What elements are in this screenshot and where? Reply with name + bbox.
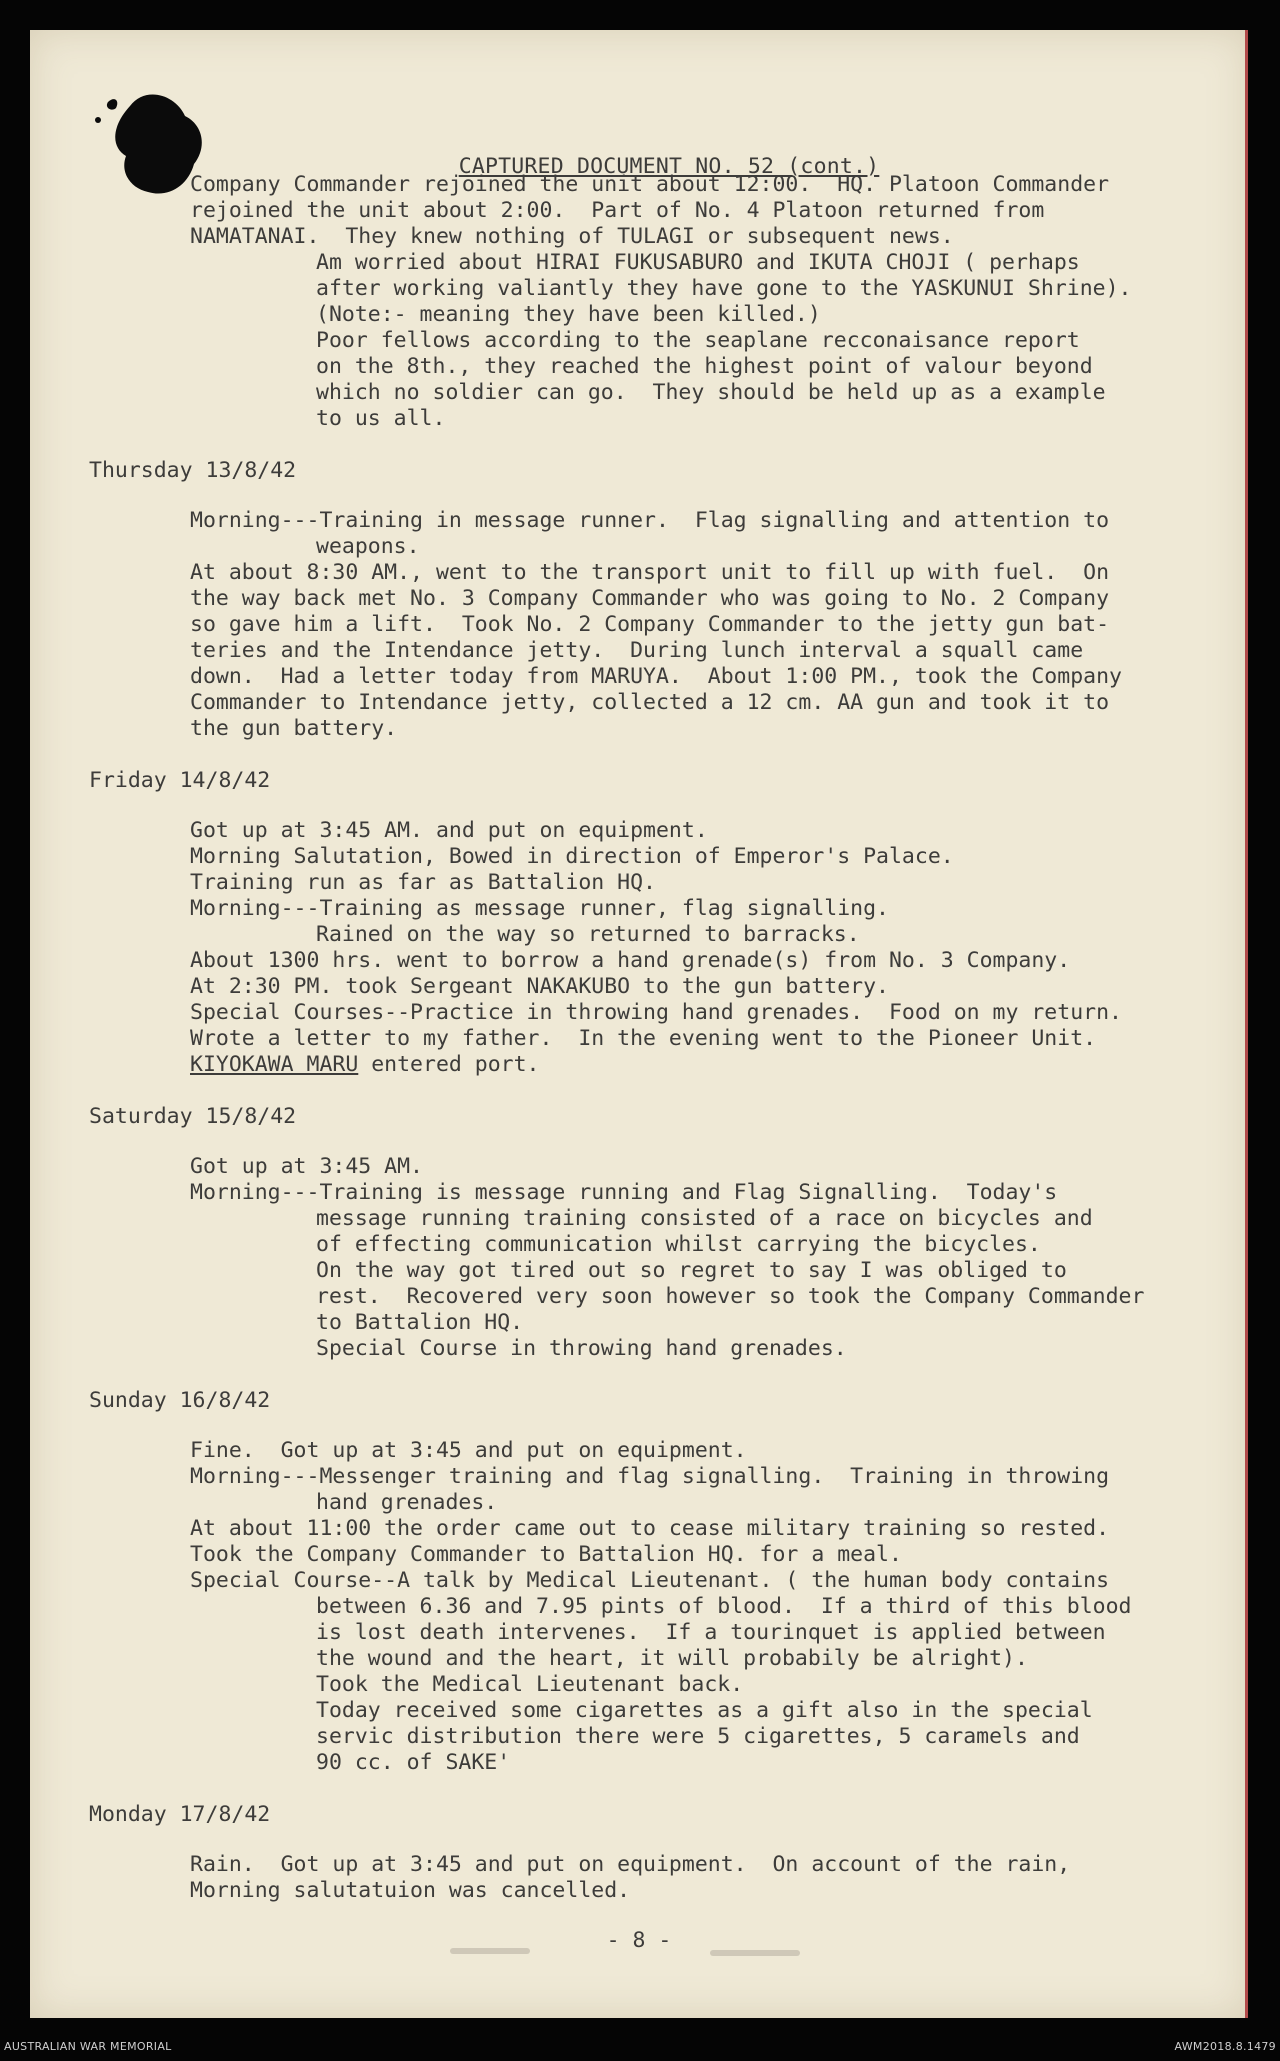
- text-line: servic distribution there were 5 cigarettes, 5 caramels and: [316, 1724, 1080, 1749]
- text-line: Special Course--A talk by Medical Lieutenant. ( the human body contains: [190, 1568, 1110, 1593]
- text-line: after working valiantly they have gone to the YASKUNUI Shrine).: [316, 276, 1132, 301]
- text-line: KIYOKAWA MARU entered port.: [190, 1052, 540, 1077]
- text-line: between 6.36 and 7.95 pints of blood. If a third of this blood: [316, 1594, 1132, 1619]
- text-line: NAMATANAI. They knew nothing of TULAGI or subsequent news.: [190, 224, 954, 249]
- text-line: Took the Medical Lieutenant back.: [316, 1672, 744, 1697]
- text-line: the wound and the heart, it will probabily be alright).: [316, 1646, 1028, 1671]
- text-line: On the way got tired out so regret to say I was obliged to: [316, 1258, 1067, 1283]
- text-line: At about 8:30 AM., went to the transport unit to fill up with fuel. On: [190, 560, 1110, 585]
- text-line: At about 11:00 the order came out to cease military training so rested.: [190, 1516, 1110, 1541]
- text-line: Special Courses--Practice in throwing hand grenades. Food on my return.: [190, 1000, 1122, 1025]
- text-line: on the 8th., they reached the highest point of valour beyond: [316, 354, 1093, 379]
- text-line: the way back met No. 3 Company Commander who was going to No. 2 Company: [190, 586, 1110, 611]
- text-line: Poor fellows according to the seaplane recconaisance report: [316, 328, 1080, 353]
- text-line: of effecting communication whilst carrying the bicycles.: [316, 1232, 1041, 1257]
- text-line: weapons.: [316, 534, 420, 559]
- text-line: Commander to Intendance jetty, collected a 12 cm. AA gun and took it to: [190, 690, 1110, 715]
- date-heading: Saturday 15/8/42: [89, 1104, 297, 1129]
- text-line: About 1300 hrs. went to borrow a hand grenade(s) from No. 3 Company.: [190, 948, 1071, 973]
- text-line: Rained on the way so returned to barracks.: [316, 922, 860, 947]
- text-line: Training run as far as Battalion HQ.: [190, 870, 656, 895]
- document-title: CAPTURED DOCUMENT NO. 52 (cont.): [458, 154, 880, 179]
- text-line: Morning---Messenger training and flag signalling. Training in throwing: [190, 1464, 1110, 1489]
- text-line: the gun battery.: [190, 716, 398, 741]
- text-line: rejoined the unit about 2:00. Part of No. 4 Platoon returned from: [190, 198, 1045, 223]
- date-heading: Monday 17/8/42: [89, 1802, 271, 1827]
- text-line: so gave him a lift. Took No. 2 Company Commander to the jetty gun bat-: [190, 612, 1110, 637]
- text-line: (Note:- meaning they have been killed.): [316, 302, 821, 327]
- text-line: Company Commander rejoined the unit about 12:00. HQ. Platoon Commander: [190, 172, 1110, 197]
- text-line: message running training consisted of a race on bicycles and: [316, 1206, 1093, 1231]
- text-line: hand grenades.: [316, 1490, 498, 1515]
- text-line: to Battalion HQ.: [316, 1310, 524, 1335]
- date-heading: Sunday 16/8/42: [89, 1388, 271, 1413]
- underlined-ship-name: KIYOKAWA MARU: [190, 1052, 359, 1077]
- text-line: 90 cc. of SAKE': [316, 1750, 511, 1775]
- text-line: Morning---Training in message runner. Flag signalling and attention to: [190, 508, 1110, 533]
- text-line: Am worried about HIRAI FUKUSABURO and IKUTA CHOJI ( perhaps: [316, 250, 1080, 275]
- text-line: down. Had a letter today from MARUYA. About 1:00 PM., took the Company: [190, 664, 1122, 689]
- text-line: rest. Recovered very soon however so took the Company Commander: [316, 1284, 1145, 1309]
- text-line: Got up at 3:45 AM.: [190, 1154, 423, 1179]
- footer-accession-number: AWM2018.8.1479: [1174, 2040, 1276, 2053]
- text-line: Special Course in throwing hand grenades.: [316, 1336, 847, 1361]
- text-line: Today received some cigarettes as a gift also in the special: [316, 1698, 1093, 1723]
- text-line: At 2:30 PM. took Sergeant NAKAKUBO to the gun battery.: [190, 974, 889, 999]
- footer-credit: AUSTRALIAN WAR MEMORIAL: [4, 2040, 172, 2053]
- text-line: Rain. Got up at 3:45 and put on equipment. On account of the rain,: [190, 1852, 1071, 1877]
- text-line: Got up at 3:45 AM. and put on equipment.: [190, 818, 708, 843]
- text-line: teries and the Intendance jetty. During lunch interval a squall came: [190, 638, 1084, 663]
- text-line: to us all.: [316, 406, 446, 431]
- document-page: [30, 30, 1248, 2018]
- text-line: Wrote a letter to my father. In the evening went to the Pioneer Unit.: [190, 1026, 1097, 1051]
- page-number: - 8 -: [606, 1928, 672, 1953]
- date-heading: Friday 14/8/42: [89, 768, 271, 793]
- text-line: Took the Company Commander to Battalion HQ. for a meal.: [190, 1542, 902, 1567]
- typed-text-body: [30, 30, 1248, 2018]
- text-line: Morning---Training as message runner, flag signalling.: [190, 896, 889, 921]
- text-line: Morning salutatuion was cancelled.: [190, 1878, 631, 1903]
- date-heading: Thursday 13/8/42: [89, 458, 297, 483]
- text-line: which no soldier can go. They should be held up as a example: [316, 380, 1106, 405]
- text-line: Morning Salutation, Bowed in direction of Emperor's Palace.: [190, 844, 954, 869]
- text-line: Morning---Training is message running and Flag Signalling. Today's: [190, 1180, 1058, 1205]
- text-line: is lost death intervenes. If a tourinquet is applied between: [316, 1620, 1106, 1645]
- text-line: Fine. Got up at 3:45 and put on equipment.: [190, 1438, 747, 1463]
